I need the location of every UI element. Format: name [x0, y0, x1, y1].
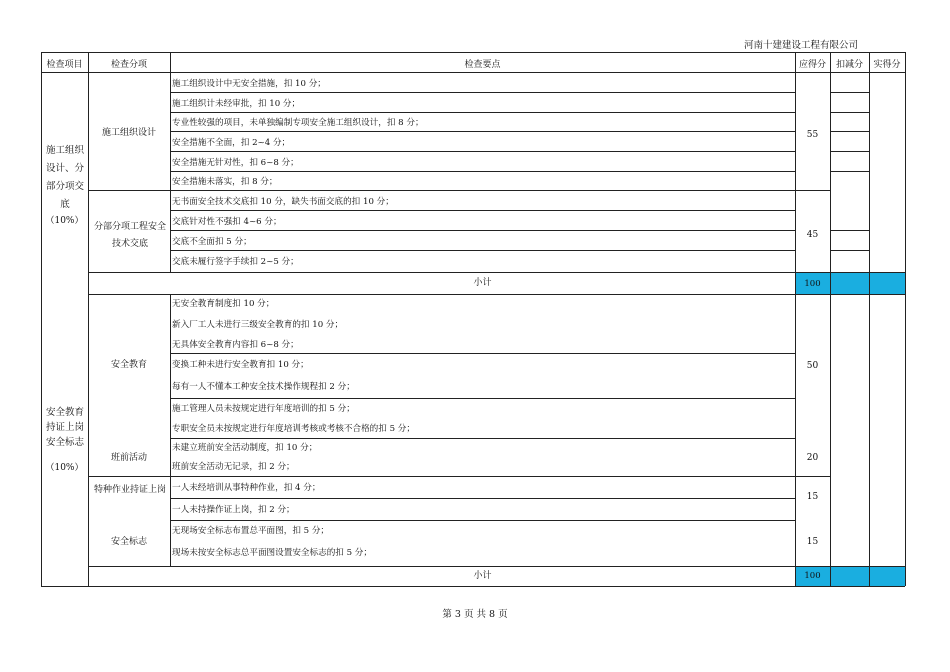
point-text: 交底针对性不强扣 4~6 分； — [172, 217, 282, 227]
point-text: 专业性较强的项目，未单独编制专项安全施工组织设计，扣 8 分； — [172, 118, 424, 128]
point-text: 新入厂工人未进行三级安全教育的扣 10 分； — [172, 320, 344, 330]
point-text: 无书面安全技术交底扣 10 分，缺失书面交底的扣 10 分； — [172, 197, 394, 207]
point-text: 无具体安全教育内容扣 6~8 分； — [172, 340, 299, 350]
header-item: 检查项目 — [46, 60, 83, 70]
point-text: 交底不全面扣 5 分； — [172, 237, 252, 247]
section1-weight: （10%） — [45, 216, 84, 226]
point-text: 施工组织计未经审批，扣 10 分； — [172, 99, 301, 109]
point-text: 施工组织设计中无安全措施，扣 10 分； — [172, 79, 326, 89]
point-text: 施工管理人员未按规定进行年度培训的扣 5 分； — [172, 404, 355, 414]
group-education-score: 50 — [806, 361, 819, 371]
point-text: 一人未持操作证上岗，扣 2 分； — [172, 505, 295, 515]
point-text: 现场未按安全标志总平面图设置安全标志的扣 5 分； — [172, 548, 372, 558]
group-org-design-name: 施工组织设计 — [101, 128, 156, 138]
section2-weight: （10%） — [45, 463, 84, 473]
group-shift-name: 班前活动 — [110, 453, 147, 463]
group-education-name: 安全教育 — [110, 360, 147, 370]
header-subitem: 检查分项 — [110, 60, 147, 70]
point-text: 无安全教育制度扣 10 分； — [172, 299, 275, 309]
point-text: 一人未经培训从事特种作业，扣 4 分； — [172, 483, 321, 493]
group-disclosure-name: 分部分项工程安全技术交底 — [93, 222, 166, 249]
point-text: 无现场安全标志布置总平面图，扣 5 分； — [172, 526, 330, 536]
group-signs-score: 15 — [806, 537, 819, 547]
subtotal-1-value: 100 — [804, 279, 821, 289]
header-due: 应得分 — [798, 60, 826, 70]
header-actual: 实得分 — [873, 60, 901, 70]
group-signs-name: 安全标志 — [110, 537, 147, 547]
header-deduct: 扣减分 — [835, 60, 863, 70]
point-text: 安全措施未落实，扣 8 分； — [172, 177, 278, 187]
point-text: 交底未履行签字手续扣 2~5 分； — [172, 257, 299, 267]
group-org-design-score: 55 — [806, 130, 819, 140]
company-name: 河南十建建设工程有限公司 — [744, 40, 859, 51]
subtotal-2-label: 小计 — [473, 571, 492, 581]
point-text: 未建立班前安全活动制度，扣 10 分； — [172, 443, 318, 453]
point-text: 安全措施无针对性，扣 6~8 分； — [172, 158, 299, 168]
subtotal-2-value: 100 — [804, 571, 821, 581]
group-disclosure-score: 45 — [806, 230, 819, 240]
point-text: 变换工种未进行安全教育扣 10 分； — [172, 360, 309, 370]
point-text: 班前安全活动无记录，扣 2 分； — [172, 462, 295, 472]
section1-name: 施工组织设计、分部分项交底 — [45, 145, 84, 210]
point-text: 专职安全员未按规定进行年度培训考核或考核不合格的扣 5 分； — [172, 424, 415, 434]
subtotal-1-label: 小计 — [473, 278, 492, 288]
section2-name: 安全教育持证上岗安全标志 — [45, 407, 84, 448]
page-number: 第 3 页 共 8 页 — [442, 609, 508, 620]
point-text: 每有一人不懂本工种安全技术操作规程扣 2 分； — [172, 382, 355, 392]
group-special-name: 特种作业持证上岗 — [93, 485, 166, 495]
point-text: 安全措施不全面，扣 2~4 分； — [172, 138, 291, 148]
header-points: 检查要点 — [464, 60, 501, 70]
group-shift-score: 20 — [806, 453, 819, 463]
group-special-score: 15 — [806, 492, 819, 502]
